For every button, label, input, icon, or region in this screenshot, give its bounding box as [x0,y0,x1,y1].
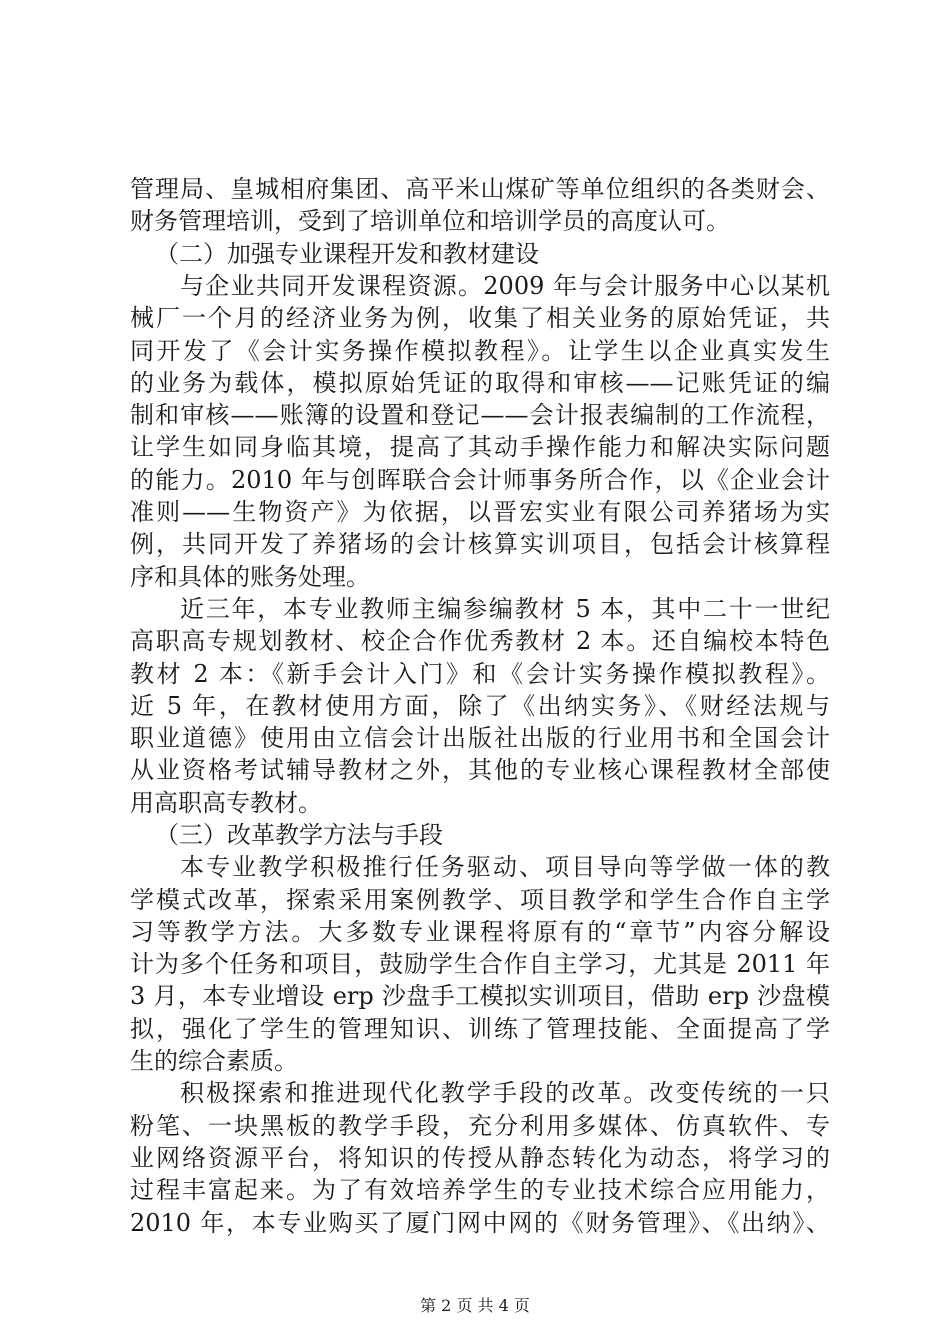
paragraph-line: 拟，强化了学生的管理知识、训练了管理技能、全面提高了学 [130,1015,830,1043]
section-heading: （三）改革教学方法与手段 [155,821,443,849]
paragraph-line: 业网络资源平台，将知识的传授从静态转化为动态，将学习的 [130,1144,830,1172]
paragraph-line: 高职高专规划教材、校企合作优秀教材 2 本。还自编校本特色 [130,627,830,655]
paragraph-line: 的能力。2010 年与创晖联合会计师事务所合作，以《企业会计 [130,466,830,494]
paragraph-line: 的业务为载体，模拟原始凭证的取得和审核——记账凭证的编 [130,369,830,397]
paragraph-line: 例，共同开发了养猪场的会计核算实训项目，包括会计核算程 [130,530,830,558]
paragraph-line: 本专业教学积极推行任务驱动、项目导向等学做一体的教 [180,853,830,881]
paragraph-line: 同开发了《会计实务操作模拟教程》。让学生以企业真实发生 [130,337,830,365]
paragraph-line: 序和具体的账务处理。 [130,563,370,591]
paragraph-line: 3 月，本专业增设 erp 沙盘手工模拟实训项目，借助 erp 沙盘模 [130,982,830,1010]
paragraph-line: 积极探索和推进现代化教学手段的改革。改变传统的一只 [180,1079,830,1107]
paragraph-line: 械厂一个月的经济业务为例，收集了相关业务的原始凭证，共 [130,304,830,332]
paragraph-line: 财务管理培训，受到了培训单位和培训学员的高度认可。 [130,207,730,235]
paragraph-line: 用高职高专教材。 [130,789,322,817]
page-footer: 第 2 页 共 4 页 [420,1296,530,1315]
paragraph-line: 准则——生物资产》为依据，以晋宏实业有限公司养猪场为实 [130,498,830,526]
paragraph-line: 近三年，本专业教师主编参编教材 5 本，其中二十一世纪 [180,595,830,623]
paragraph-line: 粉笔、一块黑板的教学手段，充分利用多媒体、仿真软件、专 [130,1112,830,1140]
paragraph-line: 近 5 年，在教材使用方面，除了《出纳实务》、《财经法规与 [130,692,830,720]
paragraph-line: 学模式改革，探索采用案例教学、项目教学和学生合作自主学 [130,886,830,914]
paragraph-line: 从业资格考试辅导教材之外，其他的专业核心课程教材全部使 [130,756,830,784]
paragraph-line: 生的综合素质。 [130,1047,298,1075]
paragraph-line: 与企业共同开发课程资源。2009 年与会计服务中心以某机 [180,272,830,300]
paragraph-line: 教材 2 本：《新手会计入门》和《会计实务操作模拟教程》。 [130,660,830,688]
paragraph-line: 过程丰富起来。为了有效培养学生的专业技术综合应用能力， [130,1176,830,1204]
paragraph-line: 2010 年，本专业购买了厦门网中网的《财务管理》、《出纳》、 [130,1209,830,1237]
paragraph-line: 让学生如同身临其境，提高了其动手操作能力和解决实际问题 [130,433,830,461]
paragraph-line: 制和审核——账簿的设置和登记——会计报表编制的工作流程， [130,401,830,429]
paragraph-line: 职业道德》使用由立信会计出版社出版的行业用书和全国会计 [130,724,830,752]
paragraph-line: 习等教学方法。大多数专业课程将原有的“章节”内容分解设 [130,918,830,946]
paragraph-line: 计为多个任务和项目，鼓励学生合作自主学习，尤其是 2011 年 [130,950,830,978]
section-heading: （二）加强专业课程开发和教材建设 [155,240,539,268]
paragraph-line: 管理局、皇城相府集团、高平米山煤矿等单位组织的各类财会、 [130,175,830,203]
